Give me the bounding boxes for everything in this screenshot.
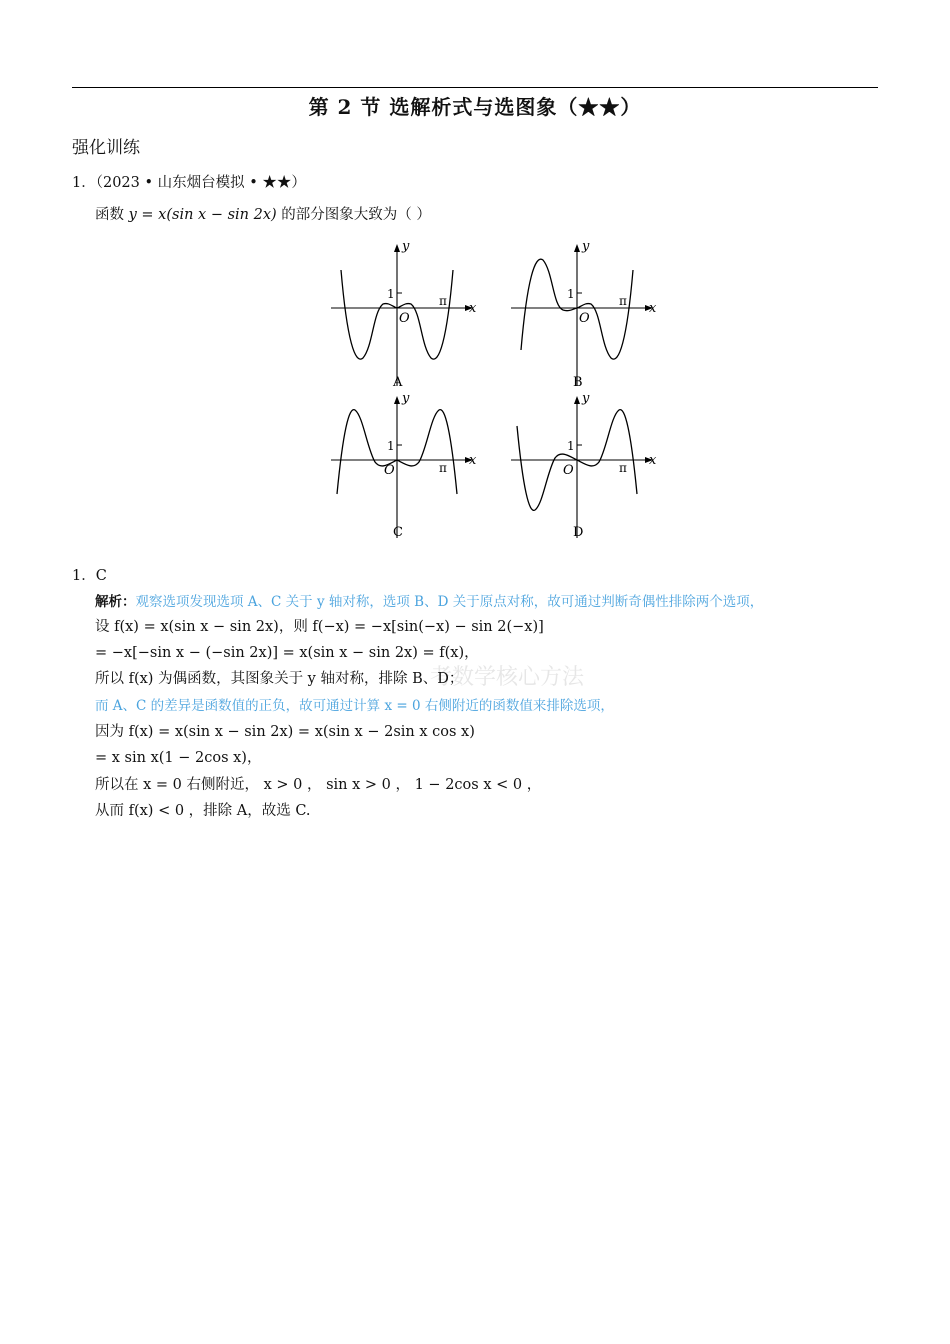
tick-y-label: 1 [387,287,395,301]
tick-x-label: π [619,461,627,475]
x-axis-label: x [649,301,657,316]
tick-x-label: π [439,461,447,475]
solution-line-1: 设 f(x) = x(sin x − sin 2x)，则 f(−x) = −x[sin(−x) − sin 2(−x)] [95,619,544,635]
question-number: 1． [72,175,96,191]
top-rule [72,87,878,88]
y-axis-label: y [582,391,590,406]
origin-label: O [563,463,574,478]
tick-y-label: 1 [567,439,575,453]
solution-line-5: = x sin x(1 − 2cos x)， [95,750,262,766]
graph-label: C [393,525,403,540]
y-axis-label: y [402,391,410,406]
hint-text-1: 观察选项发现选项 A、C 关于 y 轴对称，选项 B、D 关于原点对称，故可通过判断奇偶性排除两个选项， [135,594,764,610]
watermark: 考数学核心方法 [430,665,585,690]
x-axis-label: x [469,301,477,316]
graph-label: D [573,525,584,540]
graph-a [327,240,487,394]
origin-label: O [384,463,395,478]
origin-label: O [399,311,410,326]
graph-b [507,240,667,394]
solution-line-3: 所以 f(x) 为偶函数，其图象关于 y 轴对称，排除 B、D； [95,671,464,687]
tick-y-label: 1 [567,287,575,301]
answer-number: 1．C [72,568,107,584]
analysis-hint-2: 而 A、C 的差异是函数值的正负，故可通过计算 x = 0 右侧附近的函数值来排除选项， [95,698,614,714]
graph-d [507,392,667,546]
x-axis-label: x [469,453,477,468]
origin-label: O [579,311,590,326]
stem-formula: y = x(sin x − sin 2x) [128,207,277,223]
graph-c [327,392,487,546]
stem-prefix: 函数 [95,207,129,223]
graph-label: B [573,375,583,390]
question-header [72,171,306,192]
graph-label: A [393,375,403,390]
analysis-hint-1 [95,590,763,610]
y-axis-label: y [402,239,410,254]
solution-line-6: 所以在 x = 0 右侧附近， x > 0 ， sin x > 0 ， 1 − 2cos x < 0 ， [95,777,542,793]
solution-line-2: = −x[−sin x − (−sin 2x)] = x(sin x − sin 2x) = f(x)， [95,645,479,661]
solution-line-4: 因为 f(x) = x(sin x − sin 2x) = x(sin x − 2sin x cos x) [95,724,475,740]
subsection-heading: 强化训练 [72,138,140,158]
tick-y-label: 1 [387,439,395,453]
section-title: 第 2 节 选解析式与选图象（★★） [308,95,642,119]
y-axis-label: y [582,239,590,254]
solution-line-7: 从而 f(x) < 0 ，排除 A，故选 C. [95,803,311,819]
tick-x-label: π [439,294,447,308]
question-stem [95,203,431,224]
tick-x-label: π [619,294,627,308]
question-source: （2023 • 山东烟台模拟 • ★★） [95,175,306,191]
x-axis-label: x [649,453,657,468]
stem-suffix: 的部分图象大致为（ ） [276,207,431,223]
analysis-label: 解析： [95,594,136,610]
